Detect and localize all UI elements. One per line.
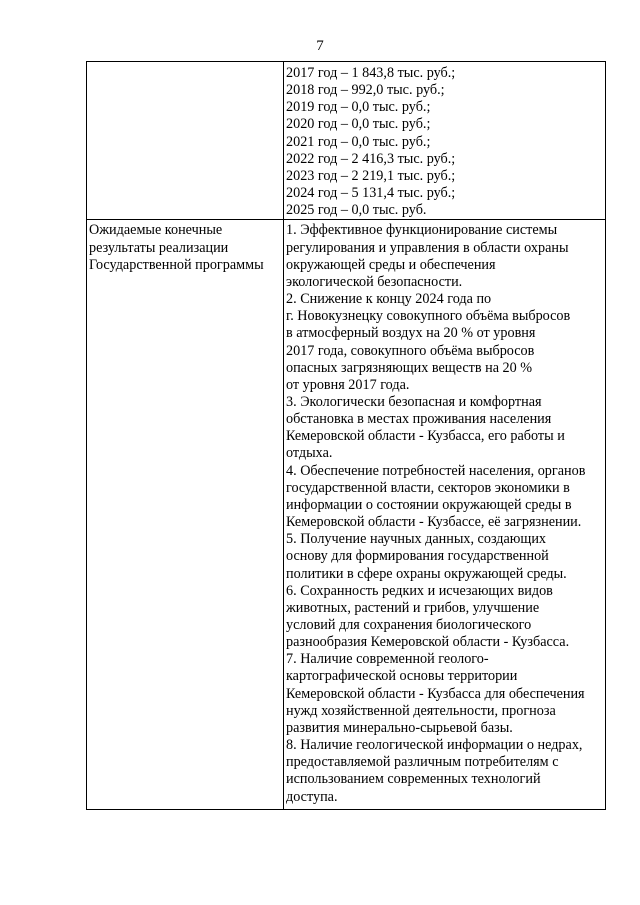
result-line: экологической безопасности.: [286, 273, 463, 290]
result-line: 3. Экологически безопасная и комфортная: [286, 393, 542, 410]
result-line: 6. Сохранность редких и исчезающих видов: [286, 582, 553, 599]
result-line: 2. Снижение к концу 2024 года по: [286, 291, 492, 308]
results-label-cell: [87, 220, 284, 809]
result-line: окружающей среды и обеспечения: [286, 256, 496, 273]
result-line: политики в сфере охраны окружающей среды.: [286, 565, 567, 582]
funding-row: [87, 62, 606, 220]
result-line: доступа.: [286, 788, 338, 805]
result-line: обстановка в местах проживания населения: [286, 411, 552, 428]
result-line: в атмосферный воздух на 20 % от уровня: [286, 325, 536, 342]
results-label-line: результаты реализации: [89, 239, 229, 256]
result-line: 8. Наличие геологической информации о недрах,: [286, 737, 583, 754]
funding-values-cell: [284, 62, 606, 220]
result-line: Кемеровской области - Кузбасса, его работы и: [286, 428, 565, 445]
result-line: 2017 года, совокупного объёма выбросов: [286, 342, 535, 359]
result-line: Кемеровской области - Кузбасса для обеспечения: [286, 685, 585, 702]
funding-line: 2017 год – 1 843,8 тыс. руб.;: [286, 65, 456, 81]
funding-label-cell: [87, 62, 284, 220]
result-line: отдыха.: [286, 445, 333, 462]
result-line: животных, растений и грибов, улучшение: [286, 599, 540, 616]
result-line: использованием современных технологий: [286, 771, 541, 788]
page-number: 7: [316, 38, 324, 54]
result-line: информации о состоянии окружающей среды в: [286, 496, 572, 513]
results-label-line: Ожидаемые конечные: [89, 222, 223, 239]
result-line: регулирования и управления в области охраны: [286, 239, 569, 256]
funding-line: 2021 год – 0,0 тыс. руб.;: [286, 133, 431, 150]
result-line: опасных загрязняющих веществ на 20 %: [286, 359, 533, 376]
result-line: государственной власти, секторов экономики в: [286, 479, 570, 496]
result-line: предоставляемой различным потребителям с: [286, 754, 559, 771]
result-line: нужд хозяйственной деятельности, прогноза: [286, 702, 556, 719]
funding-line: 2022 год – 2 416,3 тыс. руб.;: [286, 150, 456, 167]
results-values-cell: [284, 220, 606, 809]
funding-line: 2020 год – 0,0 тыс. руб.;: [286, 116, 431, 133]
program-passport-table: [86, 61, 606, 810]
result-line: 4. Обеспечение потребностей населения, органов: [286, 462, 586, 479]
result-line: картографической основы территории: [286, 668, 518, 685]
funding-line: 2019 год – 0,0 тыс. руб.;: [286, 99, 431, 116]
funding-line: 2023 год – 2 219,1 тыс. руб.;: [286, 167, 456, 184]
result-line: основу для формирования государственной: [286, 548, 549, 565]
funding-line: 2018 год – 992,0 тыс. руб.;: [286, 82, 445, 99]
funding-line: 2025 год – 0,0 тыс. руб.: [286, 202, 427, 219]
result-line: от уровня 2017 года.: [286, 376, 410, 393]
result-line: г. Новокузнецку совокупного объёма выбросов: [286, 308, 571, 325]
result-line: разнообразия Кемеровской области - Кузбасса.: [286, 634, 570, 651]
result-line: 7. Наличие современной геолого-: [286, 651, 489, 668]
funding-line: 2024 год – 5 131,4 тыс. руб.;: [286, 185, 456, 202]
result-line: 1. Эффективное функционирование системы: [286, 222, 558, 239]
results-label-line: Государственной программы: [89, 256, 264, 273]
results-row: [87, 220, 606, 809]
result-line: условий для сохранения биологического: [286, 617, 532, 633]
result-line: развития минерально-сырьевой базы.: [286, 719, 513, 736]
result-line: Кемеровской области - Кузбассе, её загрязнении.: [286, 514, 582, 531]
result-line: 5. Получение научных данных, создающих: [286, 531, 547, 548]
